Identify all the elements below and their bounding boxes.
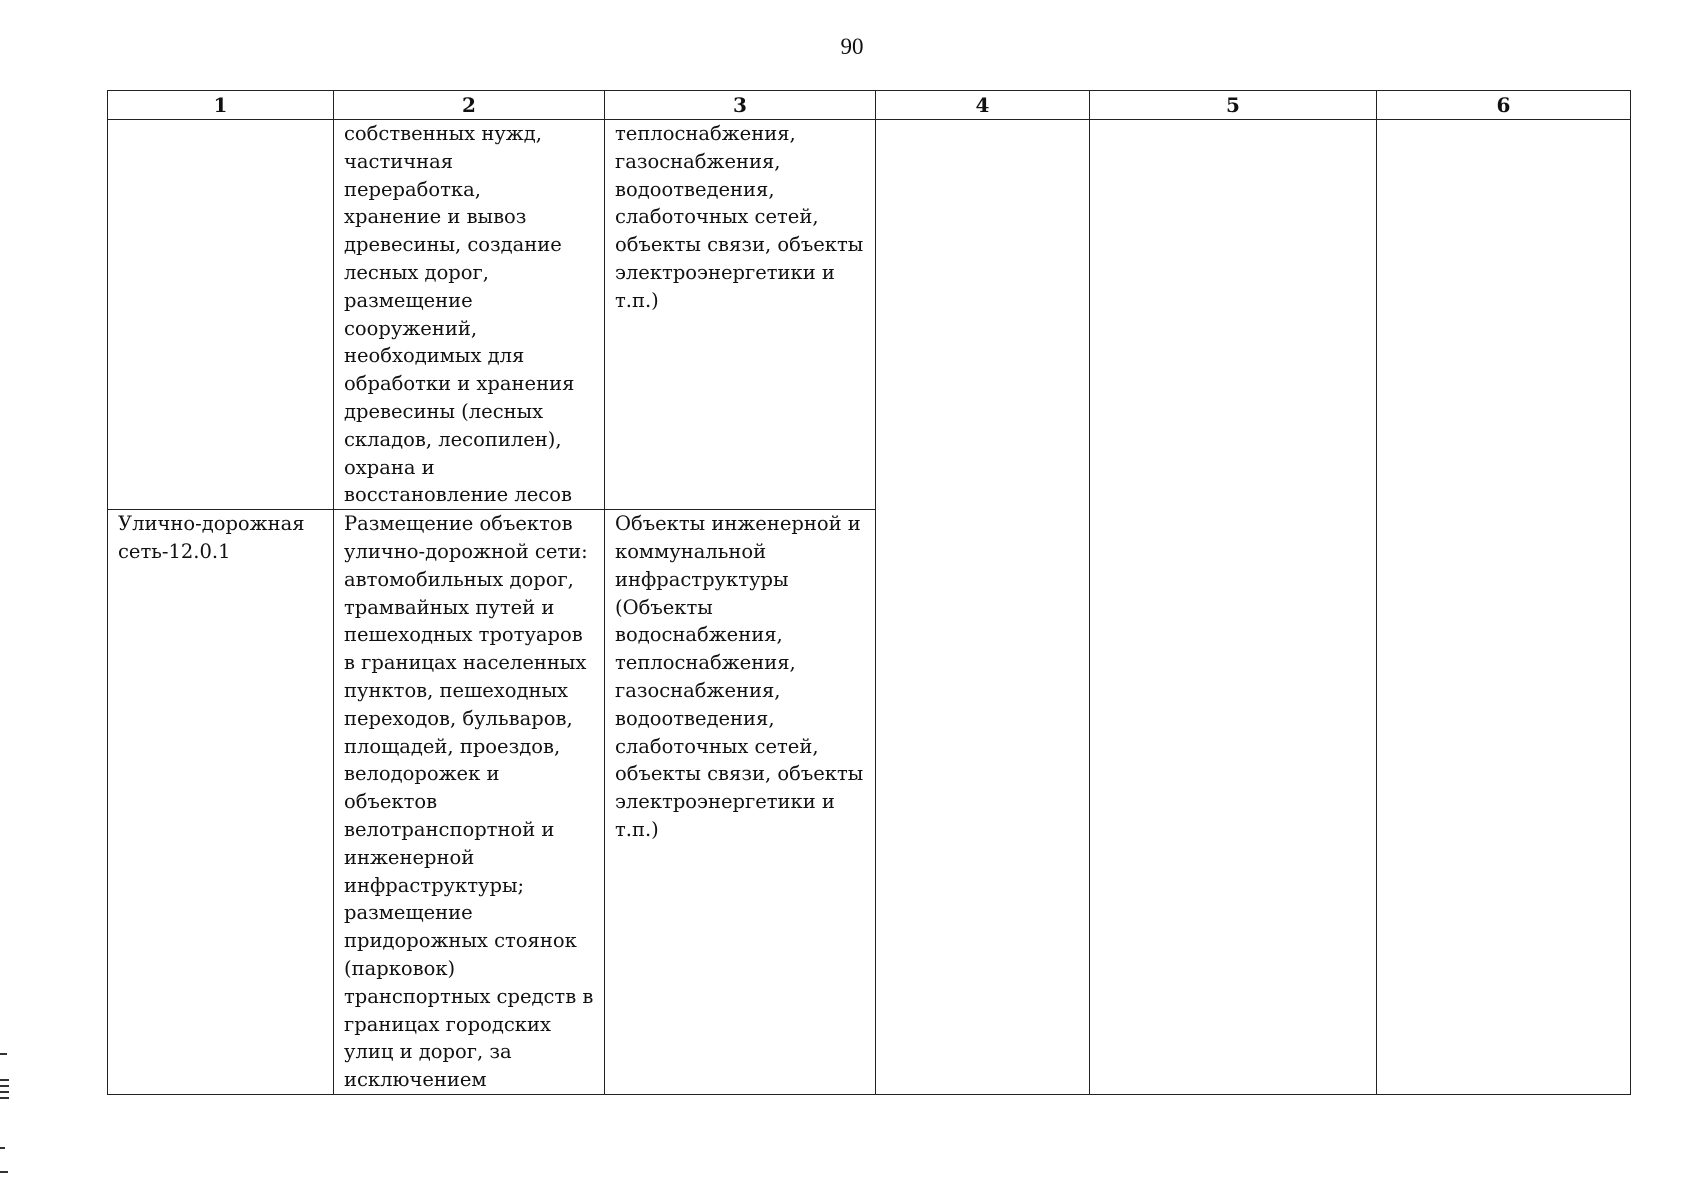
col6-merged-cell <box>1377 120 1631 1095</box>
table-header-row <box>108 91 1631 120</box>
row2-col1-text: Улично-дорожная сеть-12.0.1 <box>118 512 305 563</box>
row2-col2-text: Размещение объектов улично-дорожной сети: автомобильных дорог, трамвайных путей и пешеходных тротуаров в границах населенных пунктов, пешеходных переходов, бульваров, площадей, проездов, велодорожек и объектов велотранспортной и инженерной инфраструктуры; размещение придорожных стоянок (парковок) транспортных средств в границах городских улиц и дорог, за исключением <box>344 512 594 1092</box>
row1-col3-text: теплоснабжения, газоснабжения, водоотведения, слаботочных сетей, объекты связи, объекты электроэнергетики и т.п.) <box>615 122 864 312</box>
row1-col2-cell <box>334 120 605 510</box>
col5-merged-cell <box>1090 120 1377 1095</box>
row1-col2-text: собственных нужд, частичная переработка, хранение и вывоз древесины, создание лесных дорог, размещение сооружений, необходимых для обработки и хранения древесины (лесных складов, лесопилен), охрана и восстановление лесов <box>344 122 575 507</box>
column-header-4: 4 <box>876 91 1090 120</box>
table-row <box>108 120 1631 510</box>
col4-merged-cell <box>876 120 1090 1095</box>
column-header-3: 3 <box>605 91 876 120</box>
column-header-1: 1 <box>108 91 334 120</box>
row2-col2-cell <box>334 510 605 1095</box>
column-header-5: 5 <box>1090 91 1377 120</box>
column-header-2: 2 <box>334 91 605 120</box>
row1-col1-cell <box>108 120 334 510</box>
row2-col1-cell <box>108 510 334 1095</box>
row2-col3-cell <box>605 510 876 1095</box>
document-table <box>107 90 1631 1095</box>
row2-col3-text: Объекты инженерной и коммунальной инфраструктуры (Объекты водоснабжения, теплоснабжения, газоснабжения, водоотведения, слаботочных сетей, объекты связи, объекты электроэнергетики и т.п.) <box>615 512 864 841</box>
row1-col3-cell <box>605 120 876 510</box>
column-header-6: 6 <box>1377 91 1631 120</box>
scan-margin-marks <box>0 1050 10 1180</box>
page-number: 90 <box>840 34 864 59</box>
